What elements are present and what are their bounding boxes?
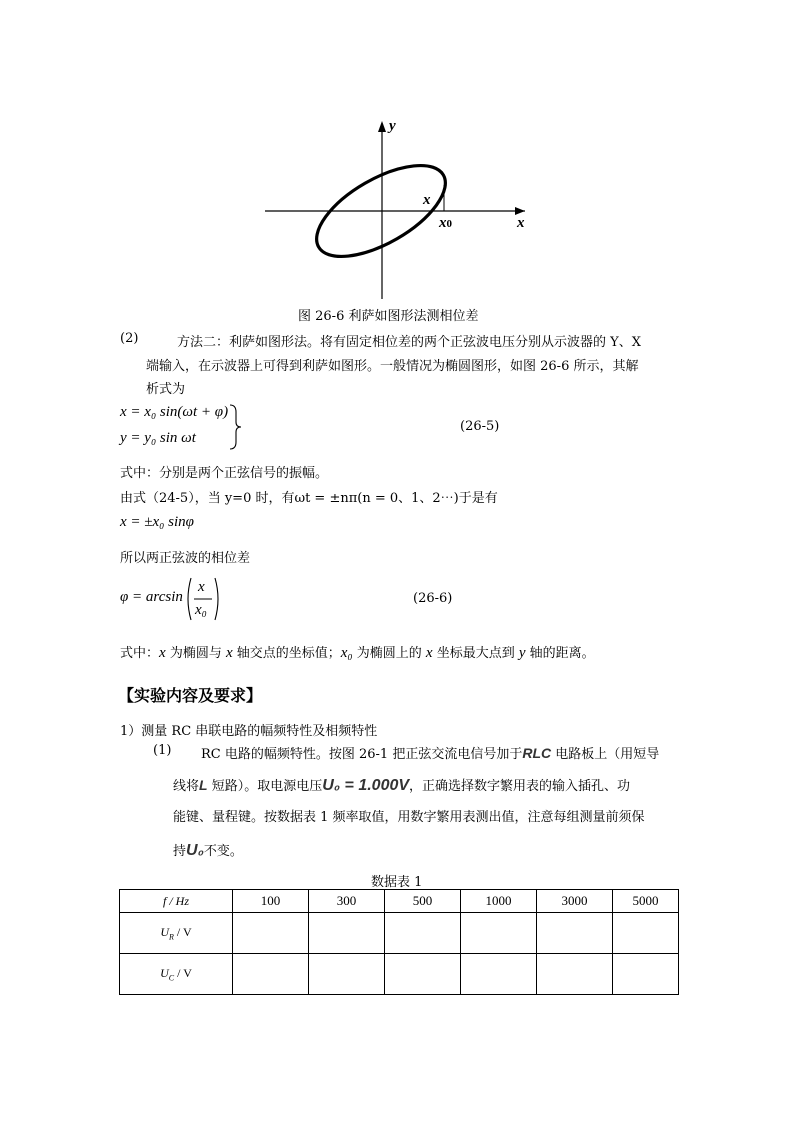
para-where: 式中：x 为椭圆与 x 轴交点的坐标值；x₀ 为椭圆上的 x 坐标最大点到 y 轴的距离。 [120,645,595,661]
table-header-row [120,890,679,913]
eq-26-6-lhs: φ = arcsin [120,589,183,605]
x-intercept-label: x [423,192,431,208]
item-1: 1）测量 RC 串联电路的幅频特性及相频特性 [120,724,378,739]
freq-cell: 100 [233,890,309,913]
freq-cell: 500 [385,890,461,913]
empty-cell[interactable] [309,913,385,954]
eq-26-6-numerator: x [198,579,205,595]
eq-26-5-number: (26-5) [460,419,500,434]
eq-26-5-line2: y = y₀ sin ωt [120,430,196,446]
empty-cell[interactable] [233,954,309,995]
empty-cell[interactable] [537,913,613,954]
table-row [120,913,679,954]
eq-26-6-denominator: x₀ [195,602,207,618]
eq-x-sin-phi: x = ±x₀ sinφ [120,514,194,530]
sub1-line2: 线将L 短路）。取电源电压U₀ = 1.000V，正确选择数字繁用表的输入插孔、功 [173,777,631,794]
empty-cell[interactable] [461,913,537,954]
sub1-line1: RC 电路的幅频特性。按图 26-1 把正弦交流电信号加于RLC 电路板上（用短导 [201,745,660,762]
para-amplitude: 式中：分别是两个正弦信号的振幅。 [120,466,329,481]
eq-26-5-brace [228,404,242,450]
sub1-number: (1) [153,743,172,758]
table-caption: 数据表 1 [371,875,423,890]
method2-line3: 析式为 [146,382,186,397]
freq-cell: 5000 [613,890,679,913]
row-label-ur: $U_R$ / V [120,913,233,954]
empty-cell[interactable] [233,913,309,954]
y-axis-arrow [378,121,386,132]
x0-label: x0 [439,215,452,231]
table-row [120,954,679,995]
empty-cell[interactable] [537,954,613,995]
empty-cell[interactable] [461,954,537,995]
eq-26-5-line1: x = x₀ sin(ωt + φ) [120,404,229,420]
header-freq-label: f / Hz [120,890,233,913]
x-axis-label: x [517,215,525,231]
sub1-line3: 能键、量程键。按数据表 1 频率取值，用数字繁用表测出值，注意每组测量前须保 [173,810,645,825]
lissajous-figure [255,115,545,305]
row-label-uc: $U_C$ / V [120,954,233,995]
method2-number: (2) [120,331,139,346]
sub1-line4: 持U₀不变。 [173,842,243,859]
method2-line1: 方法二：利萨如图形法。将有固定相位差的两个正弦波电压分别从示波器的 Y、X [177,335,641,350]
x-axis-arrow [515,207,525,215]
figure-caption: 图 26-6 利萨如图形法测相位差 [298,309,479,324]
empty-cell[interactable] [309,954,385,995]
empty-cell[interactable] [385,913,461,954]
data-table-1 [119,889,679,995]
para-phase-diff: 所以两正弦波的相位差 [120,551,251,566]
freq-cell: 300 [309,890,385,913]
method2-line2: 端输入，在示波器上可得到利萨如图形。一般情况为椭圆图形，如图 26-6 所示，其解 [146,359,639,374]
freq-cell: 1000 [461,890,537,913]
y-axis-label: y [389,118,396,134]
empty-cell[interactable] [613,954,679,995]
empty-cell[interactable] [385,954,461,995]
eq-26-6-number: (26-6) [413,591,453,606]
para-from-eq: 由式（24-5），当 y=0 时，有ωt = ±nπ(n = 0、1、2⋯)于是有 [120,491,498,506]
freq-cell: 3000 [537,890,613,913]
section-title: 【实验内容及要求】 [118,686,263,705]
empty-cell[interactable] [613,913,679,954]
